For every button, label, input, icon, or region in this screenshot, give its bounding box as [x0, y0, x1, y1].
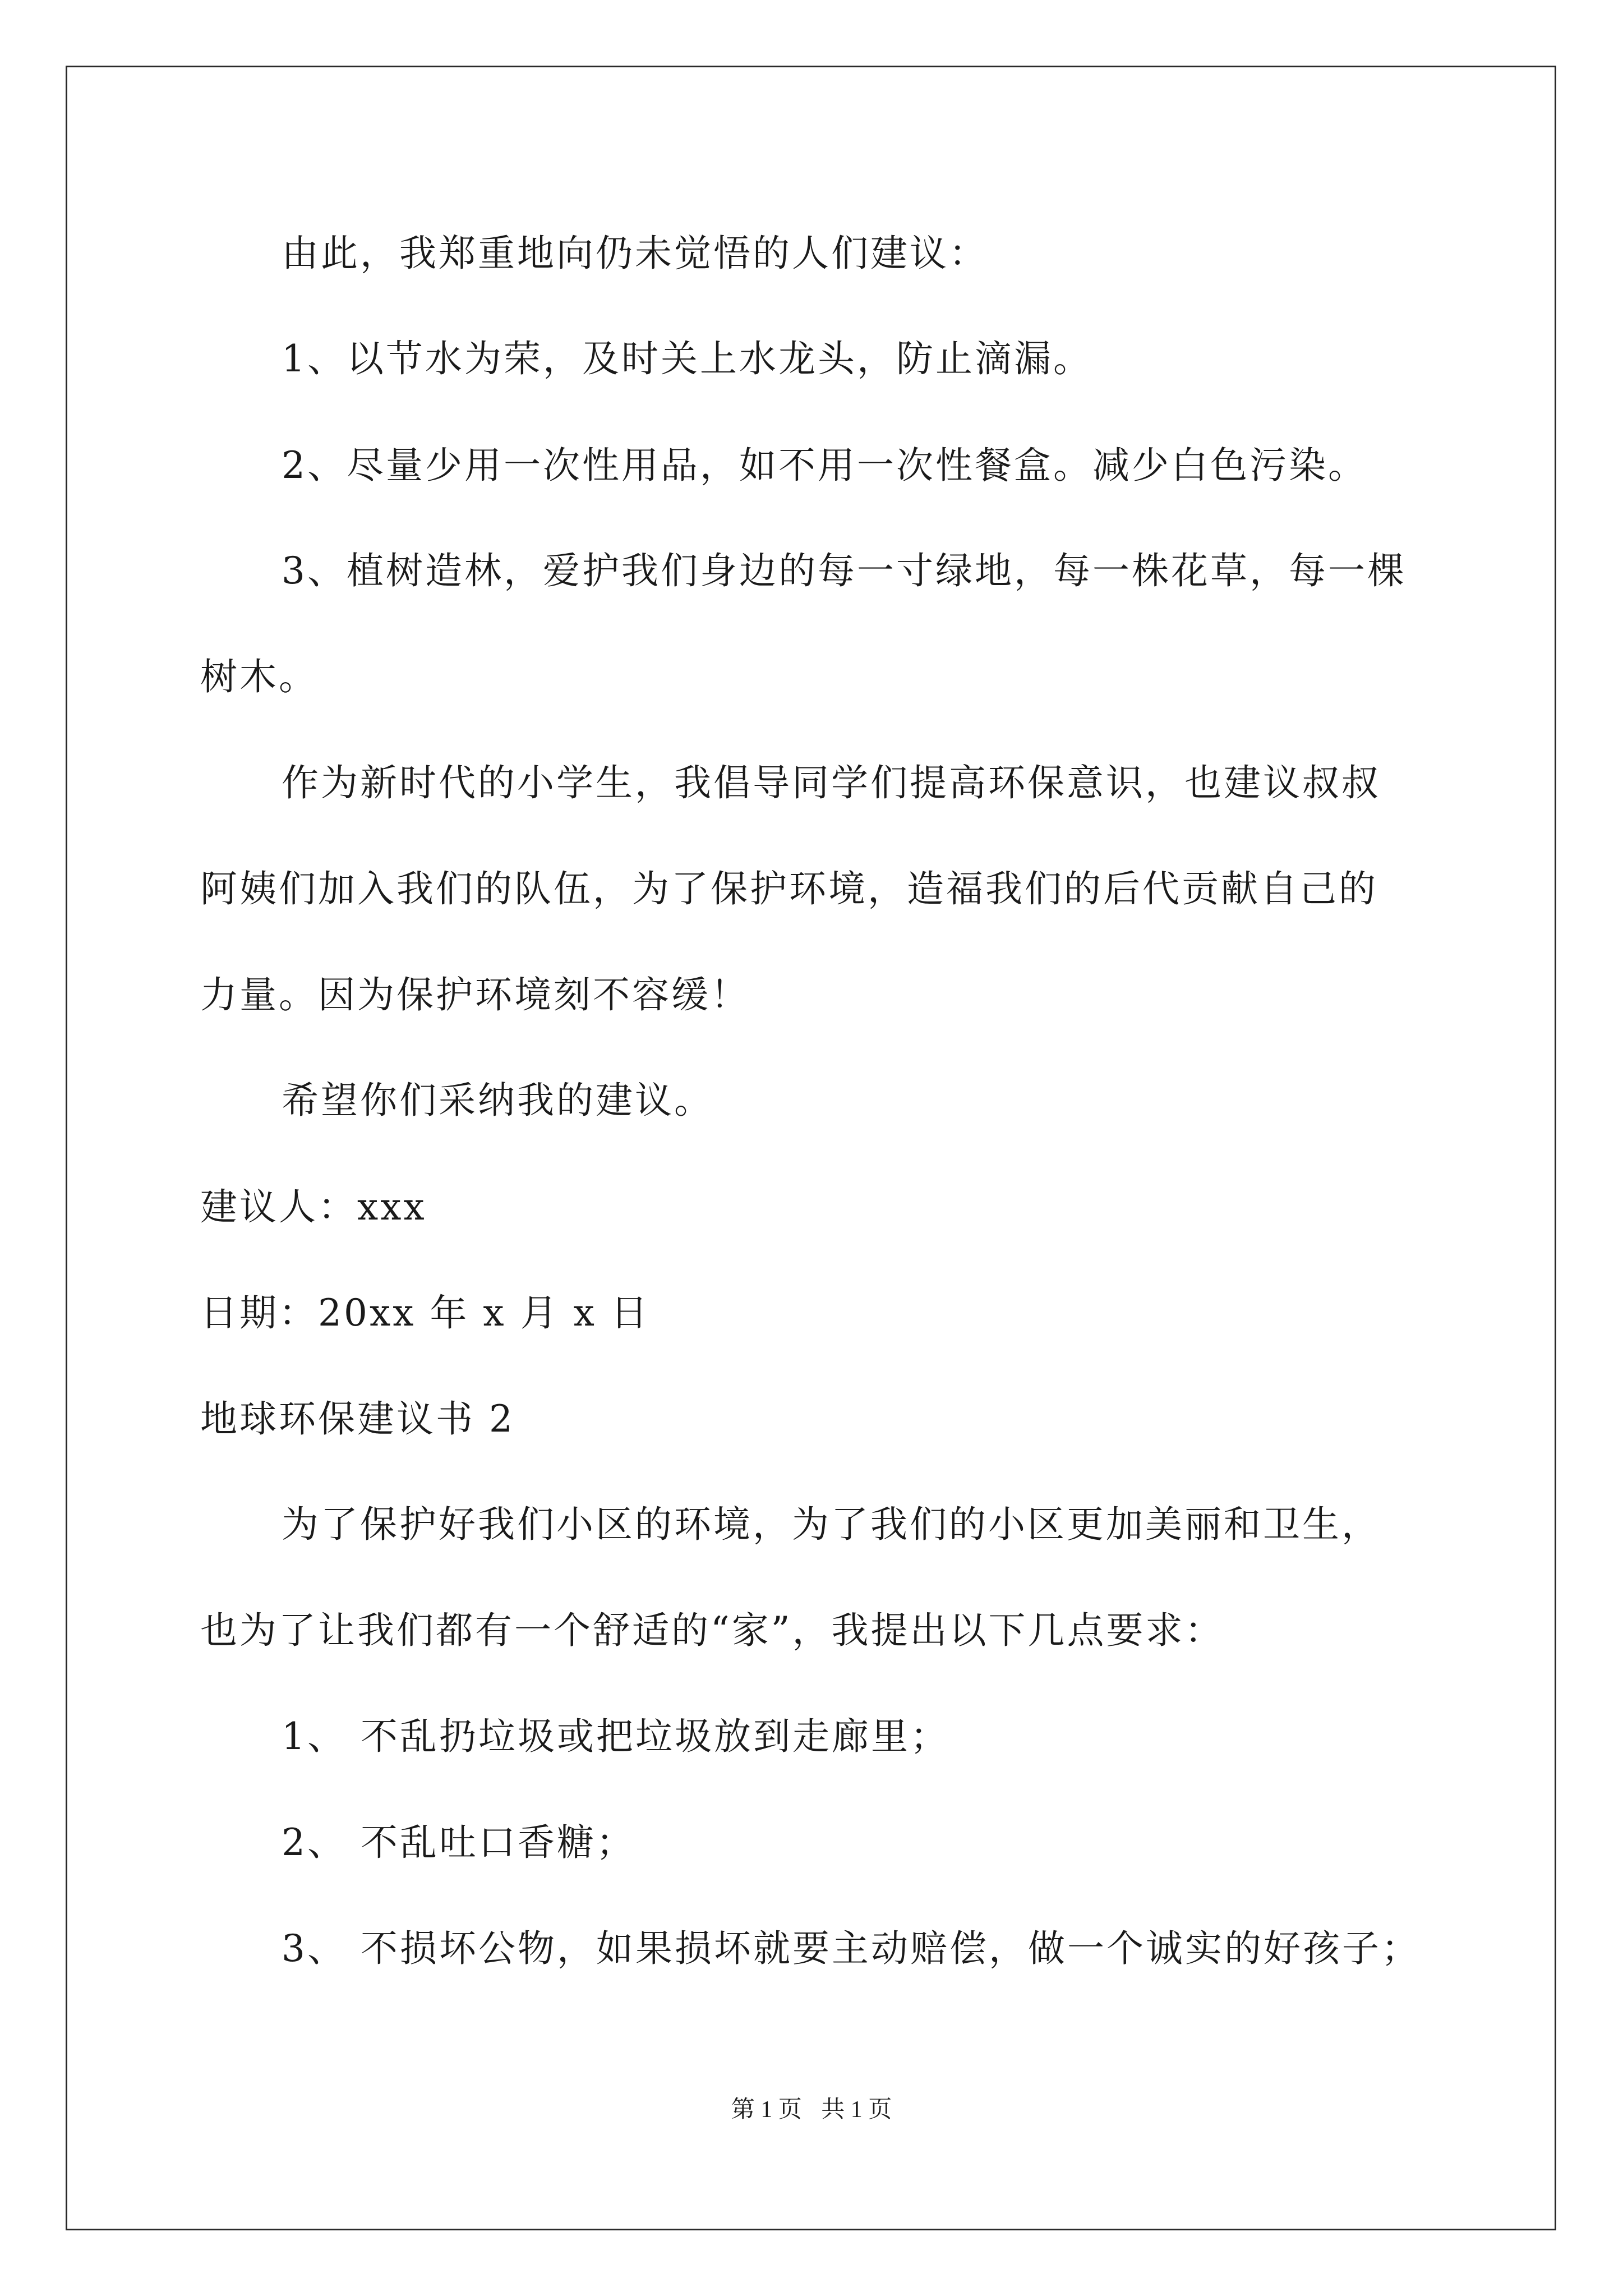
- paragraph-continuation: 阿姨们加入我们的队伍，为了保护环境，造福我们的后代贡献自己的: [200, 867, 1378, 910]
- paragraph: 为了保护好我们小区的环境，为了我们的小区更加美丽和卫生，: [282, 1503, 1381, 1546]
- signature-line: 建议人：xxx: [200, 1185, 427, 1228]
- paragraph: 作为新时代的小学生，我倡导同学们提高环保意识，也建议叔叔: [282, 761, 1381, 804]
- paragraph: 希望你们采纳我的建议。: [282, 1079, 713, 1122]
- page-total: 共 1 页: [821, 2097, 892, 2123]
- page-number: 第 1 页: [731, 2097, 802, 2123]
- page-footer: [0, 2096, 1623, 2124]
- list-item: 1、 不乱扔垃圾或把垃圾放到走廊里；: [282, 1715, 949, 1758]
- paragraph-continuation: 树木。: [200, 655, 318, 698]
- list-item: 2、 不乱吐口香糖；: [282, 1821, 635, 1864]
- date-line: 日期：20xx 年 x 月 x 日: [200, 1291, 650, 1335]
- section-heading: 地球环保建议书 2: [200, 1397, 515, 1441]
- list-item: 3、植树造林，爱护我们身边的每一寸绿地，每一株花草，每一棵: [282, 549, 1407, 592]
- list-item: 1、以节水为荣，及时关上水龙头，防止滴漏。: [282, 337, 1092, 380]
- list-item: 2、尽量少用一次性用品，如不用一次性餐盒。减少白色污染。: [282, 444, 1367, 487]
- list-item: 3、 不损坏公物，如果损坏就要主动赔偿，做一个诚实的好孩子；: [282, 1927, 1421, 1970]
- paragraph-continuation: 也为了让我们都有一个舒适的“家”，我提出以下几点要求：: [200, 1609, 1224, 1652]
- paragraph: 由此，我郑重地向仍未觉悟的人们建议：: [282, 232, 988, 275]
- paragraph-continuation: 力量。因为保护环境刻不容缓！: [200, 973, 750, 1016]
- page-border: [66, 66, 1556, 2230]
